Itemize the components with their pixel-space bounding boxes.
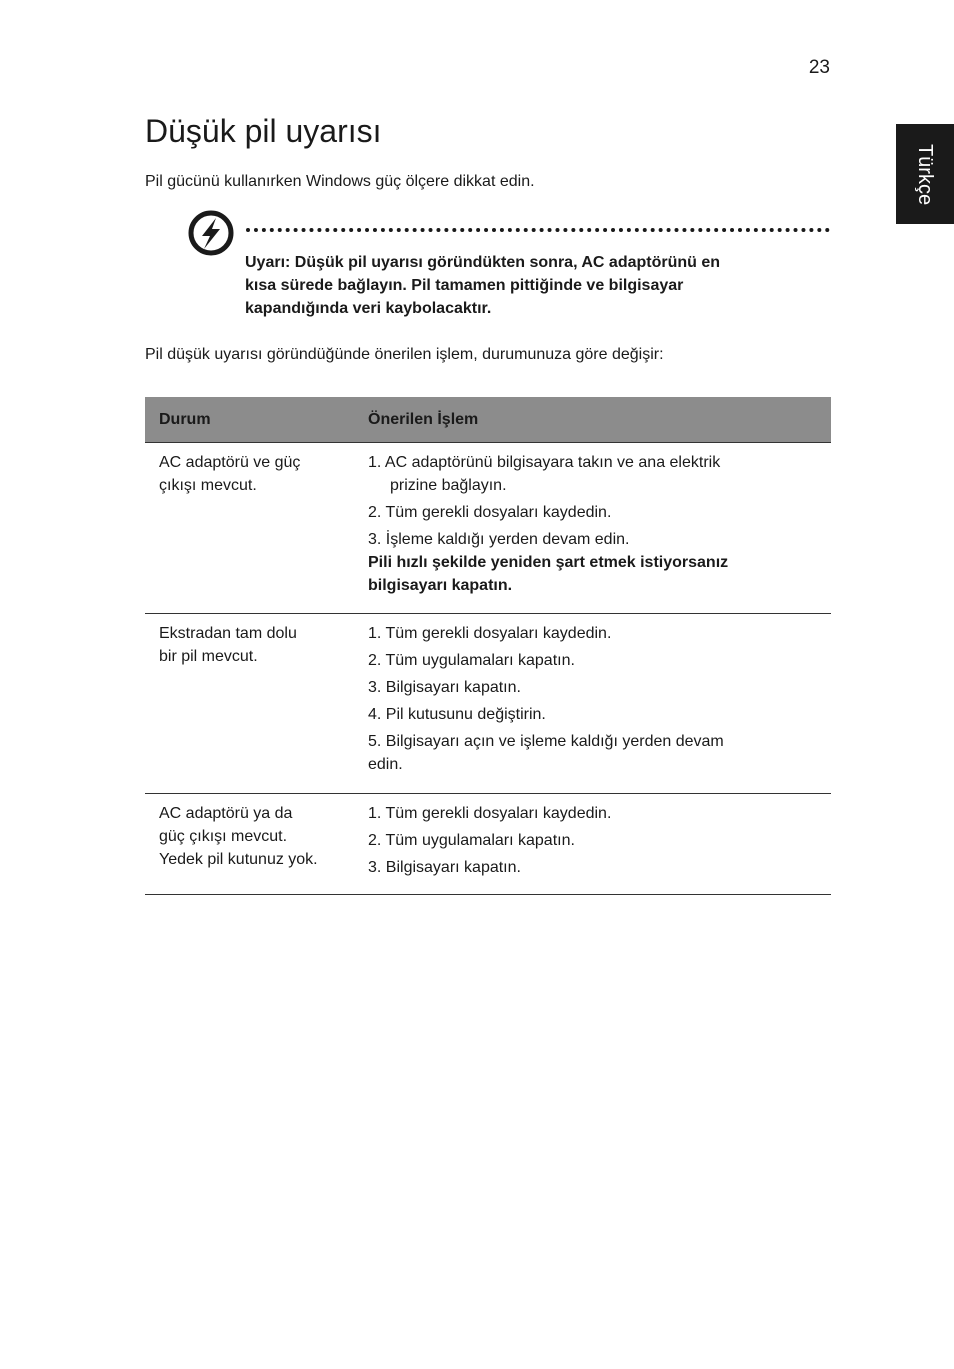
step-item xyxy=(368,730,801,776)
action-cell xyxy=(354,443,831,614)
situation-cell xyxy=(145,614,354,794)
step-item: 2. Tüm uygulamaları kapatın. xyxy=(368,652,575,669)
step-item: 2. Tüm gerekli dosyaları kaydedin. xyxy=(368,504,612,521)
step-item: 3. Bilgisayarı kapatın. xyxy=(368,679,521,696)
table-row xyxy=(145,443,831,614)
language-tab xyxy=(896,124,954,224)
action-table xyxy=(145,397,831,895)
language-tab-label: Türkçe xyxy=(914,143,937,205)
warning-text xyxy=(245,251,825,320)
step-item: 3. İşleme kaldığı yerden devam edin. xyxy=(368,531,630,548)
page-title: Düşük pil uyarısı xyxy=(145,113,382,149)
step-item: 1. Tüm gerekli dosyaları kaydedin. xyxy=(368,805,612,822)
table-row xyxy=(145,614,831,794)
table-row xyxy=(145,794,831,895)
lightning-warning-icon xyxy=(187,209,235,257)
warning-line: kapandığında veri kaybolacaktır. xyxy=(245,300,492,317)
step-text: prizine bağlayın. xyxy=(390,477,507,494)
situation-cell xyxy=(145,443,354,614)
step-item: 2. Tüm uygulamaları kapatın. xyxy=(368,832,575,849)
header-situation: Durum xyxy=(145,397,354,443)
tip-line: bilgisayarı kapatın. xyxy=(368,577,513,594)
step-item: 4. Pil kutusunu değiştirin. xyxy=(368,706,546,723)
situation-line: Yedek pil kutunuz yok. xyxy=(159,851,318,868)
header-action: Önerilen İşlem xyxy=(354,397,831,443)
situation-line: Ekstradan tam dolu xyxy=(159,625,297,642)
step-text: 5. Bilgisayarı açın ve işleme kaldığı yerden devam xyxy=(368,733,724,750)
intro-paragraph: Pil gücünü kullanırken Windows güç ölçere dikkat edin. xyxy=(145,173,535,190)
situation-cell xyxy=(145,794,354,895)
step-text: 1. AC adaptörünü bilgisayara takın ve ana elektrik xyxy=(368,454,721,471)
step-text: edin. xyxy=(368,756,403,773)
situation-line: güç çıkışı mevcut. xyxy=(159,828,288,845)
step-item: 3. Bilgisayarı kapatın. xyxy=(368,859,521,876)
tip-line: Pili hızlı şekilde yeniden şart etmek istiyorsanız xyxy=(368,554,729,571)
action-cell xyxy=(354,794,831,895)
action-cell xyxy=(354,614,831,794)
lead-paragraph: Pil düşük uyarısı göründüğünde önerilen işlem, durumunuza göre değişir: xyxy=(145,346,664,363)
situation-line: çıkışı mevcut. xyxy=(159,477,257,494)
page-number: 23 xyxy=(808,57,830,78)
tip-text xyxy=(368,551,801,597)
warning-line: kısa sürede bağlayın. Pil tamamen pittiğinde ve bilgisayar xyxy=(245,277,684,294)
step-item: 1. Tüm gerekli dosyaları kaydedin. xyxy=(368,625,612,642)
situation-line: bir pil mevcut. xyxy=(159,648,258,665)
warning-line: Uyarı: Düşük pil uyarısı göründükten sonra, AC adaptörünü en xyxy=(245,254,721,271)
warning-dotted-rule xyxy=(246,228,830,232)
situation-line: AC adaptörü ya da xyxy=(159,805,293,822)
table-header-row xyxy=(145,397,831,443)
situation-line: AC adaptörü ve güç xyxy=(159,454,301,471)
step-item xyxy=(368,451,801,497)
